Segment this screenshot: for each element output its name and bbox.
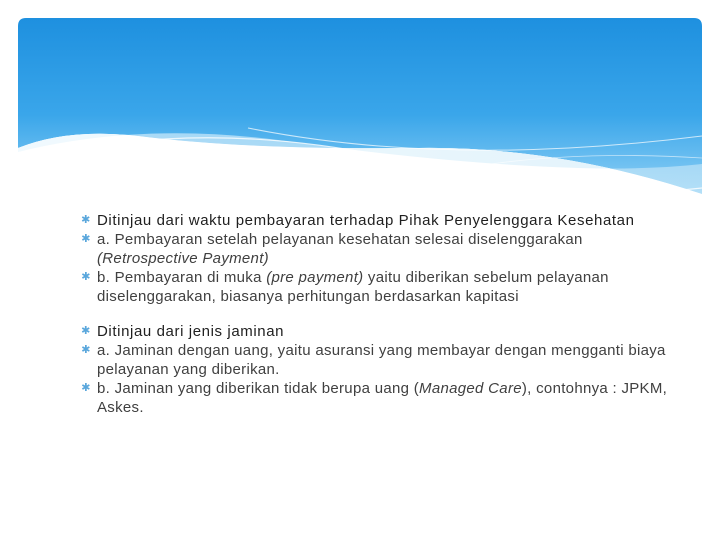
asterisk-bullet-icon: ✱: [81, 271, 91, 283]
bullet-text-emphasis: (Retrospective Payment): [97, 250, 269, 267]
asterisk-bullet-icon: ✱: [81, 233, 91, 245]
asterisk-bullet-icon: ✱: [81, 214, 91, 226]
bullet-item: [80, 379, 680, 417]
bullet-text: a. Pembayaran setelah pelayanan kesehatan selesai diselenggarakan: [97, 231, 583, 248]
asterisk-bullet-icon: ✱: [81, 325, 91, 337]
bullet-text: yaitu diberikan sebelum pelayanan diselenggarakan, biasanya perhitungan berdasarkan kapitasi: [97, 269, 609, 305]
header-banner-graphic: [18, 18, 702, 202]
bullet-text: Ditinjau dari waktu pembayaran terhadap Pihak Penyelenggara Kesehatan: [97, 212, 635, 229]
bullet-item: [80, 268, 680, 306]
bullet-text: a. Jaminan dengan uang, yaitu asuransi yang membayar dengan mengganti biaya pelayanan yang diberikan.: [97, 342, 666, 378]
bullet-text: Ditinjau dari jenis jaminan: [97, 323, 285, 340]
bullet-item: [80, 211, 680, 230]
bullet-item: [80, 341, 680, 379]
bullet-item: [80, 322, 680, 341]
asterisk-bullet-icon: ✱: [81, 382, 91, 394]
asterisk-bullet-icon: ✱: [81, 344, 91, 356]
header-banner: [18, 18, 702, 202]
bullet-item: [80, 230, 680, 268]
bullet-group-payment-time: [80, 211, 680, 306]
bullet-text-emphasis: (pre payment): [266, 269, 364, 286]
bullet-text: ), contohnya : JPKM, Askes.: [97, 380, 668, 416]
bullet-text: b. Pembayaran di muka: [97, 269, 267, 286]
bullet-text-emphasis: Managed Care: [419, 380, 522, 397]
bullet-text: b. Jaminan yang diberikan tidak berupa uang (: [97, 380, 420, 397]
content-body: [80, 211, 680, 417]
bullet-group-guarantee-type: [80, 322, 680, 417]
